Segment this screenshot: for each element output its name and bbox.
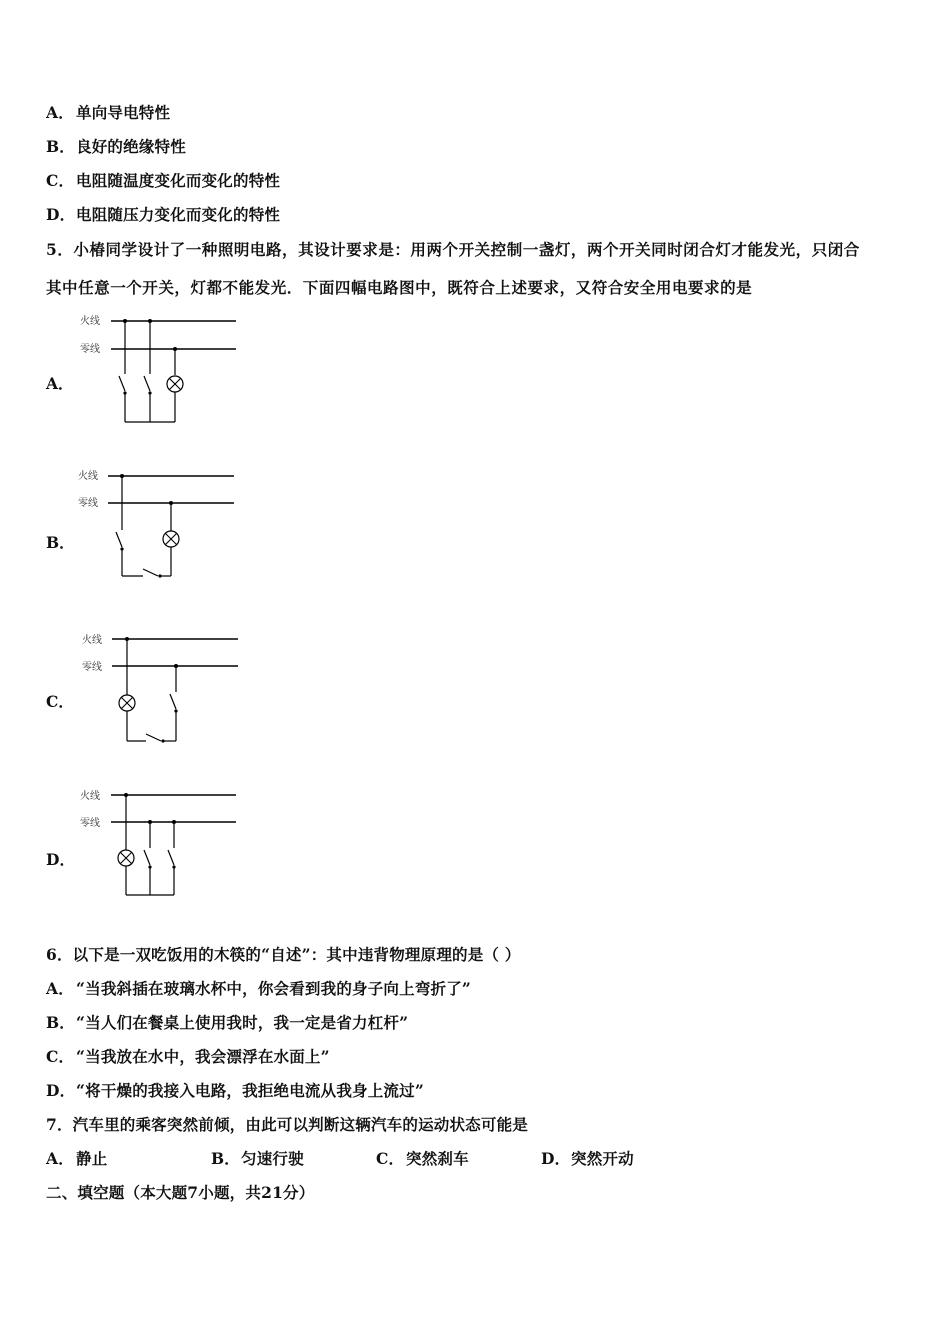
switch-2 bbox=[144, 376, 152, 395]
circuit-c bbox=[46, 628, 216, 748]
circuit-a bbox=[46, 310, 216, 430]
circuit-b-diagram bbox=[76, 465, 236, 585]
q7-option-b: B．匀速行驶 bbox=[211, 1149, 304, 1168]
q4-option-d: D．电阻随压力变化而变化的特性 bbox=[46, 205, 281, 224]
switch-1 bbox=[144, 850, 152, 869]
lamp-icon bbox=[119, 695, 135, 711]
switch-1 bbox=[116, 532, 124, 551]
q7-stem: 7．汽车里的乘客突然前倾，由此可以判断这辆汽车的运动状态可能是 bbox=[46, 1115, 528, 1134]
live-wire-label: 火线 bbox=[78, 471, 98, 482]
circuit-a-diagram bbox=[76, 310, 236, 430]
switch-2 bbox=[168, 850, 176, 869]
q6-option-c: C． “当我放在水中，我会漂浮在水面上” bbox=[46, 1047, 330, 1066]
circuit-c-diagram bbox=[76, 628, 241, 748]
circuit-b-label: B． bbox=[46, 533, 75, 552]
q7-option-d: D．突然开动 bbox=[541, 1149, 634, 1168]
circuit-c-label: C． bbox=[46, 692, 74, 711]
live-wire-label: 火线 bbox=[82, 635, 102, 646]
q6-option-d: D．“将干燥的我接入电路，我拒绝电流从我身上流过” bbox=[46, 1081, 424, 1100]
lamp-icon bbox=[163, 531, 179, 547]
q4-option-b: B．良好的绝缘特性 bbox=[46, 137, 186, 156]
section-2-heading: 二、填空题（本大题7小题，共21分） bbox=[46, 1183, 315, 1202]
q6-option-a: A． “当我斜插在玻璃水杯中，你会看到我的身子向上弯折了” bbox=[46, 979, 472, 998]
neutral-wire-label: 零线 bbox=[82, 662, 102, 673]
circuit-b bbox=[46, 465, 216, 585]
live-wire-label: 火线 bbox=[80, 791, 100, 802]
switch-1 bbox=[146, 734, 165, 743]
q7-option-a: A． 静止 bbox=[46, 1149, 108, 1168]
circuit-a-label: A． bbox=[46, 374, 74, 393]
switch-1 bbox=[119, 376, 127, 395]
lamp-icon bbox=[118, 850, 134, 866]
q6-stem: 6．以下是一双吃饭用的木筷的“自述”：其中违背物理原理的是（ ） bbox=[46, 945, 521, 964]
q4-option-c: C． 电阻随温度变化而变化的特性 bbox=[46, 171, 281, 190]
neutral-wire-label: 零线 bbox=[80, 344, 100, 355]
circuit-d bbox=[46, 784, 216, 904]
q4-option-a: A． 单向导电特性 bbox=[46, 103, 171, 122]
switch-2 bbox=[170, 694, 178, 713]
q7-option-c: C． 突然刹车 bbox=[376, 1149, 469, 1168]
q5-stem-line1: 5．小椿同学设计了一种照明电路，其设计要求是：用两个开关控制一盏灯，两个开关同时闭合灯才能发光，只闭合 bbox=[46, 240, 860, 259]
q7-options bbox=[46, 1147, 706, 1169]
live-wire-label: 火线 bbox=[80, 316, 100, 327]
q6-option-b: B．“当人们在餐桌上使用我时，我一定是省力杠杆” bbox=[46, 1013, 409, 1032]
switch-2 bbox=[143, 569, 162, 578]
circuit-d-diagram bbox=[76, 784, 241, 904]
lamp-icon bbox=[167, 376, 183, 392]
neutral-wire-label: 零线 bbox=[78, 498, 98, 509]
circuit-d-label: D． bbox=[46, 850, 75, 869]
neutral-wire-label: 零线 bbox=[80, 818, 100, 829]
q5-stem-line2: 其中任意一个开关，灯都不能发光．下面四幅电路图中，既符合上述要求，又符合安全用电要求的是 bbox=[46, 278, 753, 297]
